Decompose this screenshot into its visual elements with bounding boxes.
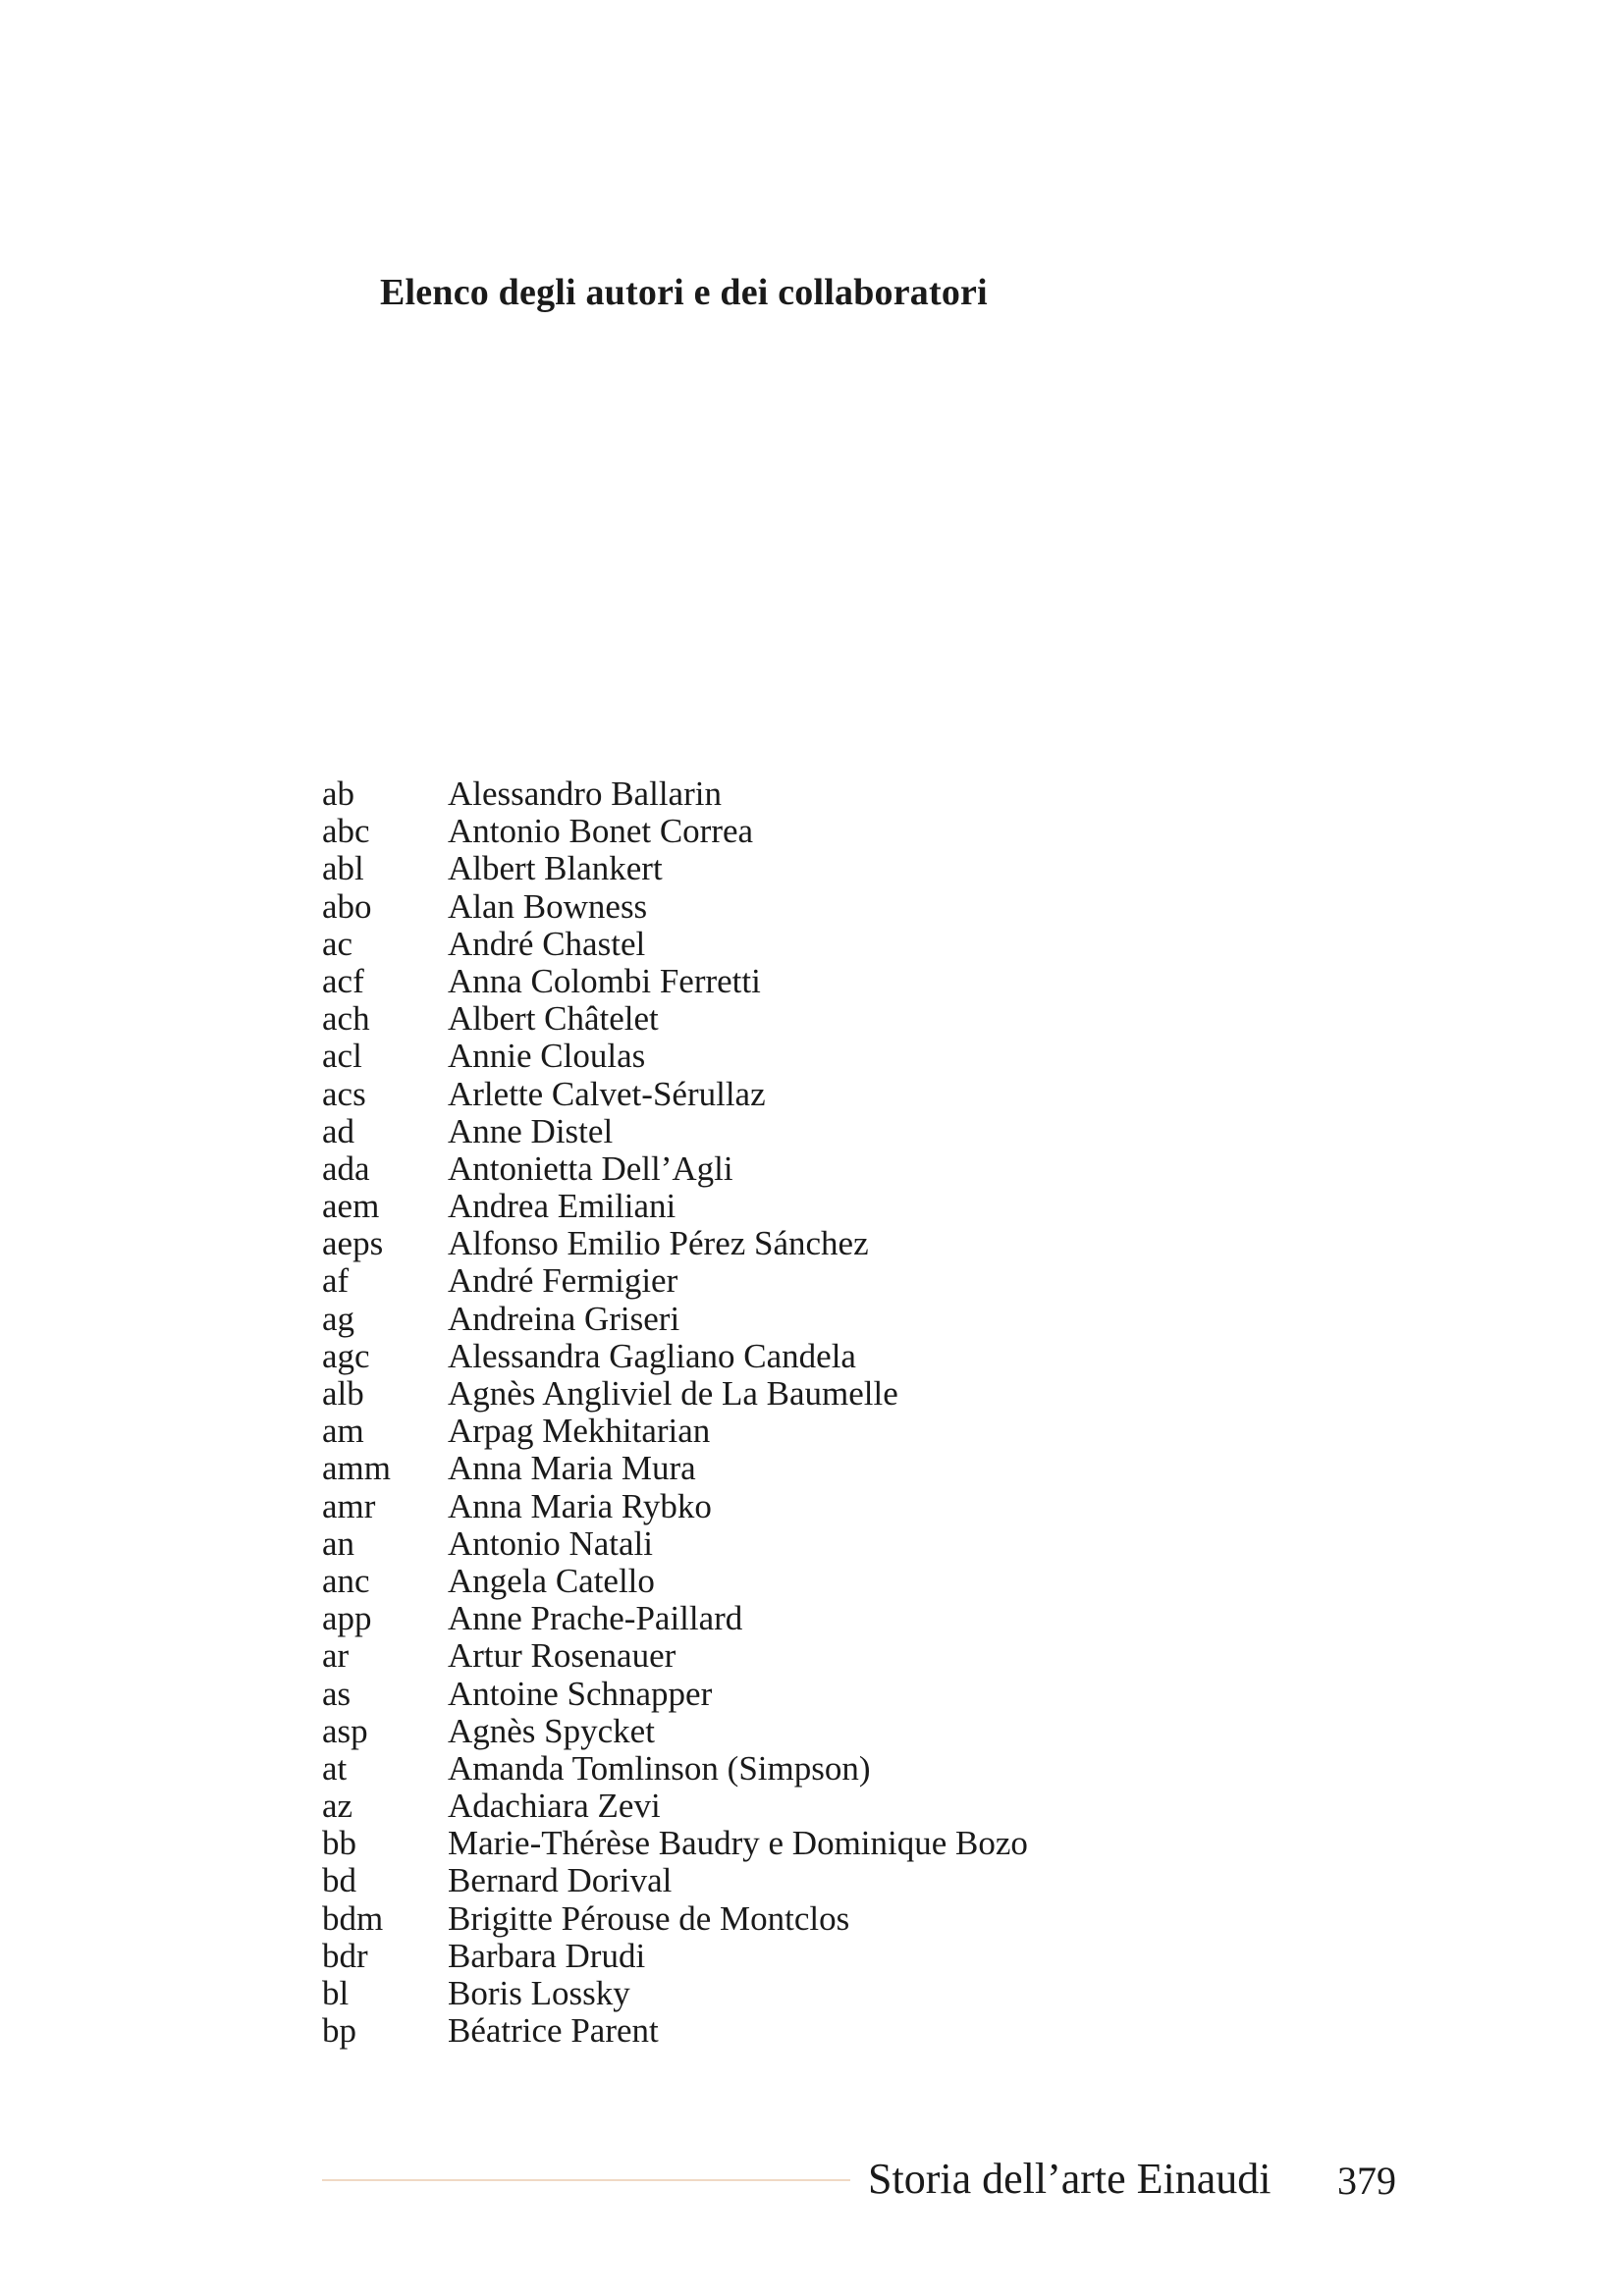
author-code: abo [322,886,372,926]
author-name: Antonio Natali [448,1523,653,1563]
author-row [322,926,1206,963]
author-code: acs [322,1074,366,1113]
author-row [322,1676,1206,1713]
author-row [322,1076,1206,1113]
footer-page-number: 379 [1337,2159,1396,2203]
author-name: Andrea Emiliani [448,1187,676,1226]
author-name: Angela Catello [448,1561,655,1600]
footer-book-title: Storia dell’arte Einaudi [868,2155,1271,2203]
author-row [322,1375,1206,1413]
author-row [322,1450,1206,1487]
author-name: Andreina Griseri [448,1299,680,1338]
author-name: André Fermigier [448,1261,678,1301]
author-code: bl [322,1974,350,2012]
author-code: ada [322,1148,370,1188]
author-code: ach [322,999,370,1039]
author-row [322,775,1206,813]
author-code: app [322,1599,372,1638]
author-code: bdm [322,1898,384,1938]
author-code: ag [322,1299,355,1338]
author-row [322,1600,1206,1637]
author-name: Agnès Spycket [448,1711,655,1750]
author-row [322,1713,1206,1750]
author-code: ab [322,774,355,813]
author-code: bd [322,1861,356,1900]
author-name: Artur Rosenauer [448,1636,676,1676]
author-code: am [322,1412,364,1451]
author-code: az [322,1787,353,1826]
author-row [322,1188,1206,1225]
author-code: alb [322,1374,364,1413]
author-row [322,1637,1206,1675]
author-code: aeps [322,1224,384,1263]
author-row [322,1825,1206,1862]
author-name: Agnès Angliviel de La Baumelle [448,1374,898,1413]
author-row [322,1900,1206,1938]
author-list [322,775,1206,2050]
author-name: Albert Blankert [448,849,663,888]
author-name: Bernard Dorival [448,1861,673,1900]
author-row [322,1750,1206,1788]
author-name: Boris Lossky [448,1974,630,2012]
author-name: Béatrice Parent [448,2011,659,2051]
author-row [322,1975,1206,2012]
author-code: asp [322,1711,368,1750]
author-name: Brigitte Pérouse de Montclos [448,1898,850,1938]
author-code: abc [322,812,370,851]
author-code: abl [322,849,364,888]
author-row [322,963,1206,1000]
author-name: Marie-Thérèse Baudry e Dominique Bozo [448,1824,1028,1863]
author-row [322,1788,1206,1825]
author-name: Antoine Schnapper [448,1674,713,1713]
author-row [322,1938,1206,1975]
author-row [322,1525,1206,1563]
author-code: bp [322,2011,356,2051]
author-code: anc [322,1561,370,1600]
author-name: Anne Distel [448,1111,614,1150]
author-name: Alan Bowness [448,886,648,926]
author-name: Amanda Tomlinson (Simpson) [448,1748,871,1788]
author-code: amr [322,1486,376,1525]
author-row [322,1000,1206,1038]
author-code: bb [322,1824,356,1863]
author-row [322,1262,1206,1300]
author-name: Anna Maria Rybko [448,1486,712,1525]
author-code: bdr [322,1936,368,1975]
author-name: Antonio Bonet Correa [448,812,754,851]
author-name: Anna Maria Mura [448,1449,696,1488]
author-name: Barbara Drudi [448,1936,646,1975]
author-row [322,1301,1206,1338]
author-code: acl [322,1037,362,1076]
author-name: Albert Châtelet [448,999,659,1039]
author-name: Anna Colombi Ferretti [448,961,761,1000]
author-name: Alfonso Emilio Pérez Sánchez [448,1224,869,1263]
author-name: Alessandro Ballarin [448,774,722,813]
author-code: af [322,1261,350,1301]
author-code: as [322,1674,352,1713]
author-row [322,1338,1206,1375]
author-name: André Chastel [448,924,646,963]
author-row [322,1488,1206,1525]
author-name: Annie Cloulas [448,1037,646,1076]
author-code: an [322,1523,355,1563]
author-name: Adachiara Zevi [448,1787,661,1826]
author-code: ar [322,1636,350,1676]
author-name: Arpag Mekhitarian [448,1412,711,1451]
author-row [322,1862,1206,1899]
author-name: Antonietta Dell’Agli [448,1148,733,1188]
author-row [322,2012,1206,2050]
page-title: Elenco degli autori e dei collaboratori [380,272,988,313]
author-code: ad [322,1111,355,1150]
author-row [322,1413,1206,1450]
author-code: ac [322,924,353,963]
author-row [322,888,1206,926]
author-row [322,850,1206,887]
author-name: Arlette Calvet-Sérullaz [448,1074,766,1113]
author-row [322,813,1206,850]
author-code: amm [322,1449,391,1488]
author-code: at [322,1748,348,1788]
author-row [322,1113,1206,1150]
author-row [322,1038,1206,1075]
author-code: aem [322,1187,380,1226]
author-name: Alessandra Gagliano Candela [448,1336,856,1375]
author-name: Anne Prache-Paillard [448,1599,743,1638]
author-row [322,1563,1206,1600]
footer-rule [322,2179,850,2181]
author-row [322,1225,1206,1262]
author-code: agc [322,1336,370,1375]
author-code: acf [322,961,364,1000]
author-row [322,1150,1206,1188]
